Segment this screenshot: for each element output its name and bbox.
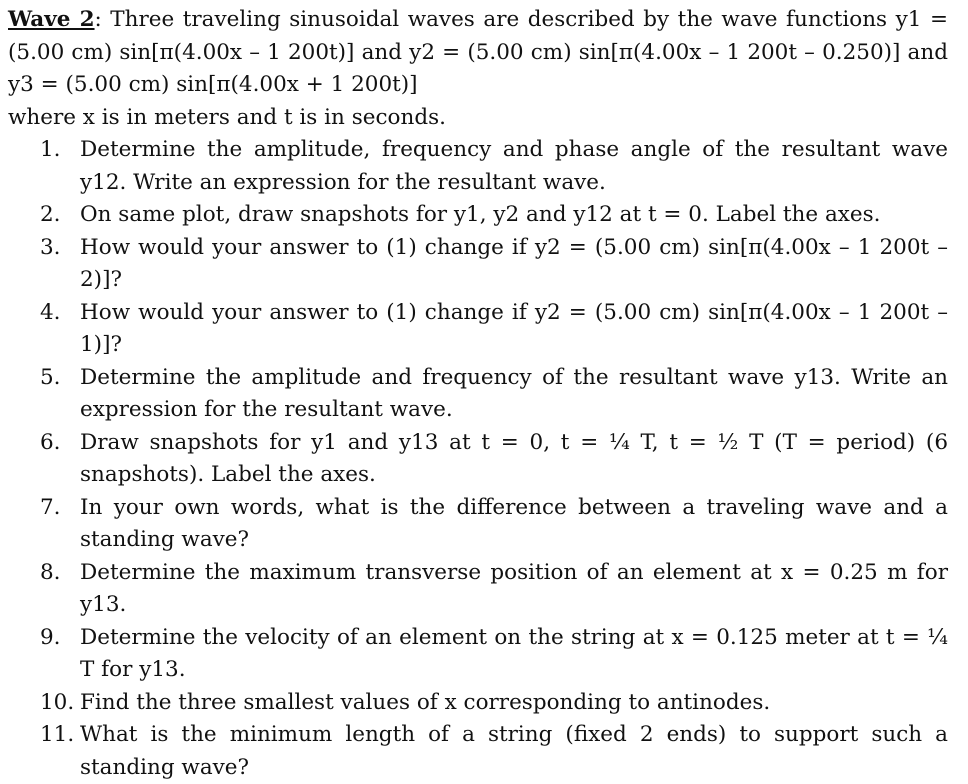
problem-intro	[8, 4, 948, 102]
question-number: 8.	[40, 559, 61, 585]
question-text: Determine the maximum transverse position of an element at x = 0.25 m for y13.	[80, 559, 948, 617]
question-number: 9.	[40, 624, 61, 650]
question-item	[8, 427, 948, 492]
question-item	[8, 199, 948, 232]
units-note: where x is in meters and t is in seconds.	[8, 104, 446, 130]
question-list	[8, 134, 948, 784]
question-text: What is the minimum length of a string (fixed 2 ends) to support such a standing wave?	[80, 722, 948, 780]
problem-heading: Wave 2	[8, 7, 95, 32]
question-number: 11.	[40, 722, 75, 747]
question-item	[8, 557, 948, 622]
question-number: 3.	[40, 234, 61, 260]
question-text: On same plot, draw snapshots for y1, y2 and y12 at t = 0. Label the axes.	[80, 202, 881, 227]
question-text: Determine the amplitude, frequency and phase angle of the resultant wave y12. Write an expression for the resultant wave.	[80, 137, 948, 195]
problem-intro-text: : Three traveling sinusoidal waves are described by the wave functions y1 = (5.00 cm) sin[π(4.00x – 1 200t)] and y2 = (5.00 cm) sin[π(4.00x – 1 200t – 0.250)] and y3 = (5.00 cm) sin[π(4.00x + 1 200t)]	[8, 7, 948, 97]
question-number: 2.	[40, 202, 61, 227]
question-text: How would your answer to (1) change if y2 = (5.00 cm) sin[π(4.00x – 1 200t – 1)]?	[80, 299, 948, 357]
question-item	[8, 719, 948, 784]
question-text: In your own words, what is the difference between a traveling wave and a standing wave?	[80, 494, 948, 552]
question-text: Find the three smallest values of x corresponding to antinodes.	[80, 689, 771, 715]
question-text: Determine the amplitude and frequency of the resultant wave y13. Write an expression for the resultant wave.	[80, 364, 948, 422]
question-item	[8, 134, 948, 199]
question-text: How would your answer to (1) change if y2 = (5.00 cm) sin[π(4.00x – 1 200t – 2)]?	[80, 234, 948, 292]
question-item	[8, 622, 948, 687]
question-number: 10.	[40, 689, 75, 715]
question-number: 4.	[40, 299, 61, 325]
question-item	[8, 297, 948, 362]
question-item	[8, 687, 948, 720]
problem-document	[8, 4, 948, 784]
question-text: Draw snapshots for y1 and y13 at t = 0, t = ¼ T, t = ½ T (T = period) (6 snapshots). Label the axes.	[80, 429, 948, 487]
question-number: 5.	[40, 364, 61, 390]
question-number: 7.	[40, 494, 61, 520]
question-item	[8, 362, 948, 427]
question-number: 1.	[40, 137, 61, 162]
question-text: Determine the velocity of an element on the string at x = 0.125 meter at t = ¼ T for y13.	[80, 624, 948, 682]
question-item	[8, 232, 948, 297]
question-number: 6.	[40, 429, 61, 455]
question-item	[8, 492, 948, 557]
